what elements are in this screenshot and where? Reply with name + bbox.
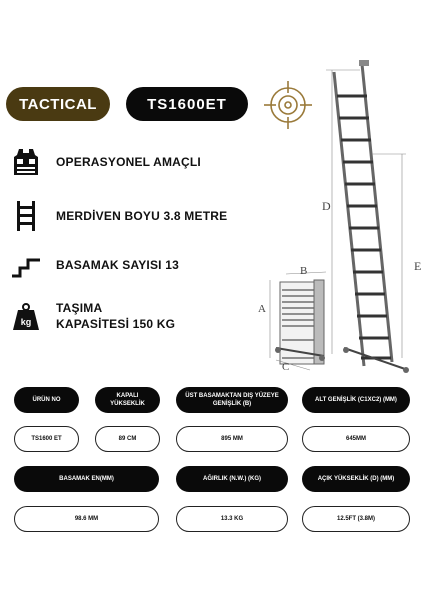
spec-header-open-height: AÇIK YÜKSEKLİK (D) (MM) <box>302 466 410 492</box>
dimension-label-d: D <box>322 199 331 213</box>
collapsed-ladder-drawing <box>270 272 326 370</box>
spec-value-top-step-width: 895 MM <box>176 426 288 452</box>
spec-value-open-height: 12.5FT (3.8M) <box>302 506 410 532</box>
feature-capacity <box>10 300 175 332</box>
feature-label: OPERASYONEL AMAÇLI <box>56 155 201 169</box>
feature-label <box>56 300 175 332</box>
feature-label-line-2: KAPASİTESİ 150 KG <box>56 317 176 331</box>
feature-ladder-length <box>10 200 227 232</box>
feature-label: MERDİVEN BOYU 3.8 METRE <box>56 209 228 223</box>
dimension-label-b: B <box>300 265 308 277</box>
feature-label-line-1: TAŞIMA <box>56 301 103 315</box>
weight-icon <box>10 300 42 332</box>
spec-header-product-no: ÜRÜN NO <box>14 387 79 413</box>
model-badge: TS1600ET <box>126 87 248 121</box>
spec-header-bottom-width: ALT GENİŞLİK (C1XC2) (MM) <box>302 387 410 413</box>
ladder-icon <box>10 200 42 232</box>
dimension-label-c: C <box>282 361 290 373</box>
feature-step-count <box>10 249 179 281</box>
steps-icon <box>10 249 42 281</box>
spec-header-top-step-width: ÜST BASAMAKTAN DIŞ YÜZEYE GENİŞLİK (B) <box>176 387 288 413</box>
spec-value-step-width: 98.6 MM <box>14 506 159 532</box>
spec-value-closed-height: 89 CM <box>95 426 160 452</box>
ladder-diagram <box>236 58 424 380</box>
feature-label: BASAMAK SAYISI 13 <box>56 258 179 272</box>
vest-icon <box>10 146 42 178</box>
extended-ladder-drawing <box>326 60 409 373</box>
dimension-label-a: A <box>258 303 266 315</box>
feature-operational <box>10 146 201 178</box>
spec-value-weight: 13.3 KG <box>176 506 288 532</box>
spec-value-product-no: TS1600 ET <box>14 426 79 452</box>
brand-badge: TACTICAL <box>6 87 110 121</box>
spec-header-closed-height: KAPALI YÜKSEKLİK <box>95 387 160 413</box>
spec-header-weight: AĞIRLIK (N.W.) (KG) <box>176 466 288 492</box>
weight-icon-text: kg <box>20 317 32 327</box>
dimension-label-e: E <box>414 259 422 273</box>
spec-header-step-width: BASAMAK EN(MM) <box>14 466 159 492</box>
spec-value-bottom-width: 645MM <box>302 426 410 452</box>
